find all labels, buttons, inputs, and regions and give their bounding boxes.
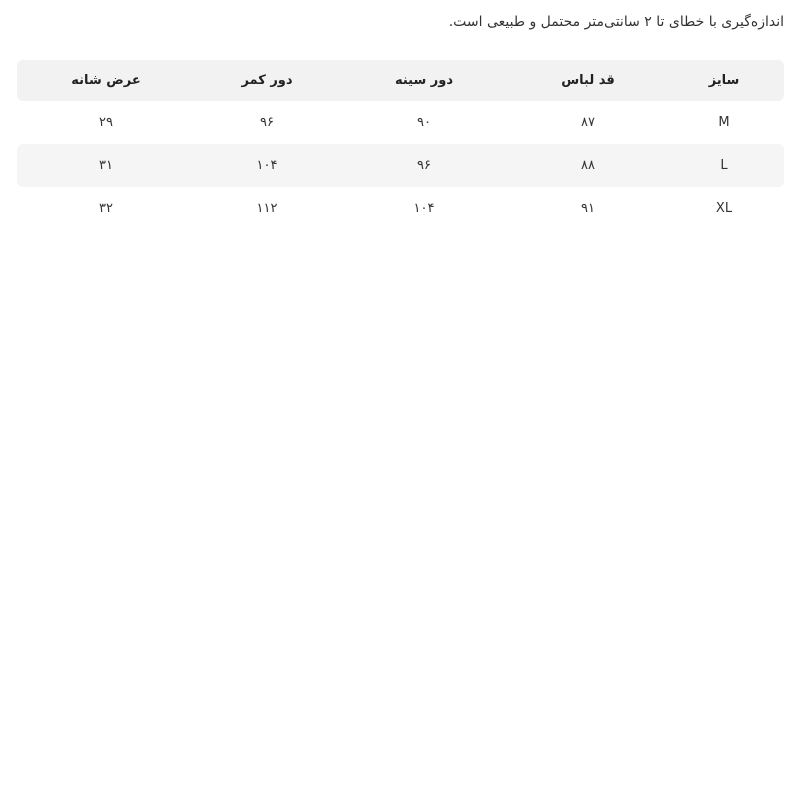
size-table [17, 60, 784, 230]
header-chest: دور سینه [394, 73, 454, 88]
header-length: قد لباس [561, 73, 615, 88]
cell-chest: ۹۰ [417, 115, 431, 130]
header-shoulder: عرض شانه [71, 73, 141, 88]
measurement-note: اندازه‌گیری با خطای تا ۲ سانتی‌متر محتمل و طبیعی است. [448, 14, 784, 30]
cell-waist: ۱۱۲ [256, 201, 278, 216]
table-row [17, 187, 784, 230]
cell-size: L [720, 158, 728, 173]
cell-waist: ۱۰۴ [256, 158, 278, 173]
cell-length: ۸۷ [581, 115, 595, 130]
cell-size: XL [715, 201, 733, 216]
cell-size: M [718, 115, 730, 130]
table-row [17, 144, 784, 187]
cell-length: ۹۱ [581, 201, 595, 216]
cell-chest: ۱۰۴ [413, 201, 435, 216]
table-header-row [17, 60, 784, 101]
header-waist: دور کمر [241, 73, 293, 88]
cell-waist: ۹۶ [260, 115, 274, 130]
cell-shoulder: ۲۹ [99, 115, 113, 130]
cell-shoulder: ۳۲ [99, 201, 113, 216]
cell-shoulder: ۳۱ [99, 158, 113, 173]
cell-chest: ۹۶ [417, 158, 431, 173]
header-size: سایز [708, 73, 740, 88]
table-row [17, 101, 784, 144]
cell-length: ۸۸ [581, 158, 595, 173]
